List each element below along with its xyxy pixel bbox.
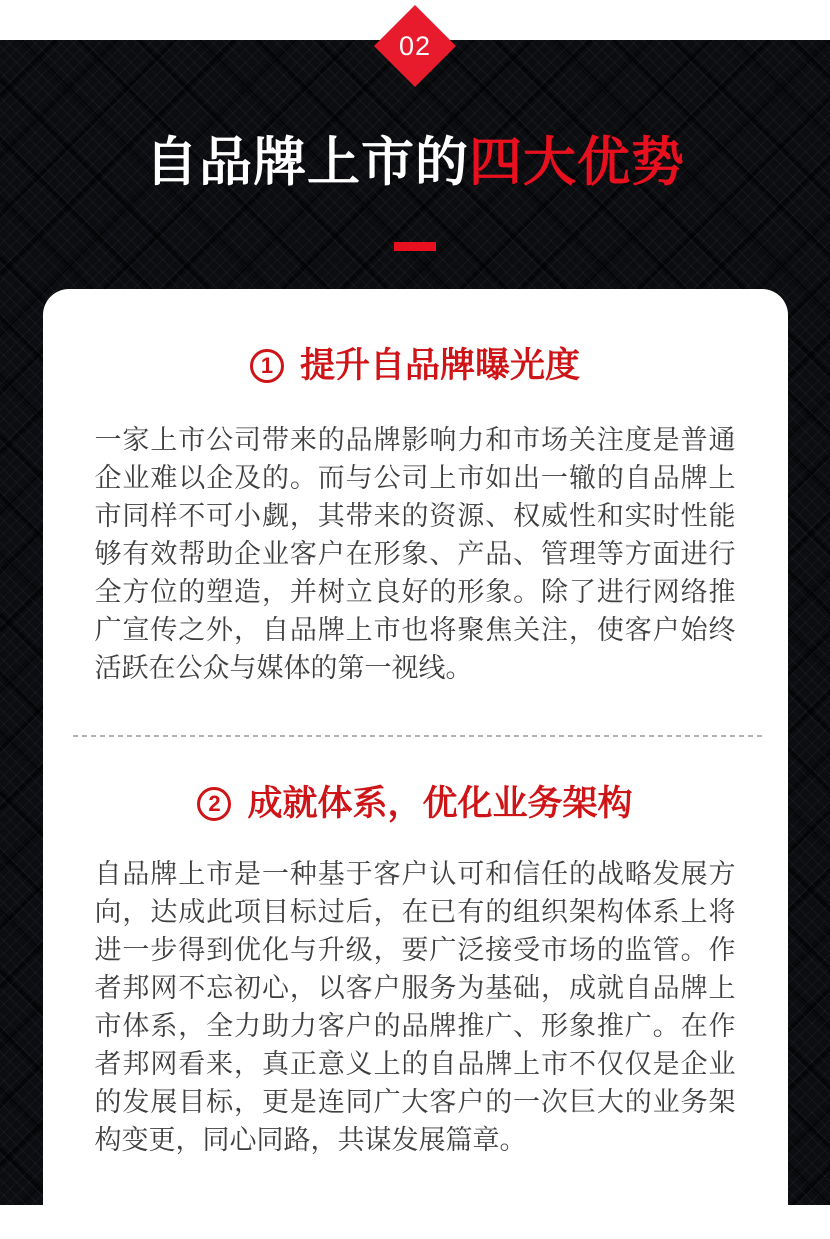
title-underline-dash bbox=[394, 242, 436, 251]
circled-number-badge bbox=[250, 349, 284, 383]
section-2-heading-text: 成就体系，优化业务架构 bbox=[247, 784, 633, 823]
section-1-number: 1 bbox=[260, 353, 274, 378]
section-1-body-text: 一家上市公司带来的品牌影响力和市场关注度是普通企业难以企及的。而与公司上市如出一辙的自品牌上市同样不可小觑，其带来的资源、权威性和实时性能够有效帮助企业客户在形象、产品、管理等方面进行全方位的塑造，并树立良好的形象。除了进行网络推广宣传之外，自品牌上市也将聚焦关注，使客户始终活跃在公众与媒体的第一视线。 bbox=[94, 425, 736, 683]
page-title-red-part: 四大优势 bbox=[469, 133, 685, 192]
section-2-heading bbox=[95, 783, 736, 825]
diamond-number: 02 bbox=[398, 30, 432, 61]
section-1-heading bbox=[95, 345, 736, 387]
section-2-number: 2 bbox=[208, 791, 221, 816]
section-1-heading-text: 提升自品牌曝光度 bbox=[299, 346, 580, 385]
section-2-body-text: 自品牌上市是一种基于客户认可和信任的战略发展方向，达成此项目标过后，在已有的组织架构体系上将进一步得到优化与升级，要广泛接受市场的监管。作者邦网不忘初心，以客户服务为基础，成就自品牌上市体系，全力助力客户的品牌推广、形象推广。在作者邦网看来，真正意义上的自品牌上市不仅仅是企业的发展目标，更是连同广大客户的一次巨大的业务架构变更，同心同路，共谋发展篇章。 bbox=[94, 859, 736, 1155]
circled-number-badge bbox=[197, 787, 231, 821]
section-2 bbox=[95, 783, 736, 1159]
section-1 bbox=[95, 345, 736, 687]
content-card bbox=[43, 289, 788, 1239]
page-title-white-part: 自品牌上市的 bbox=[145, 133, 469, 192]
textured-background bbox=[0, 40, 830, 1205]
dashed-divider bbox=[73, 735, 766, 737]
